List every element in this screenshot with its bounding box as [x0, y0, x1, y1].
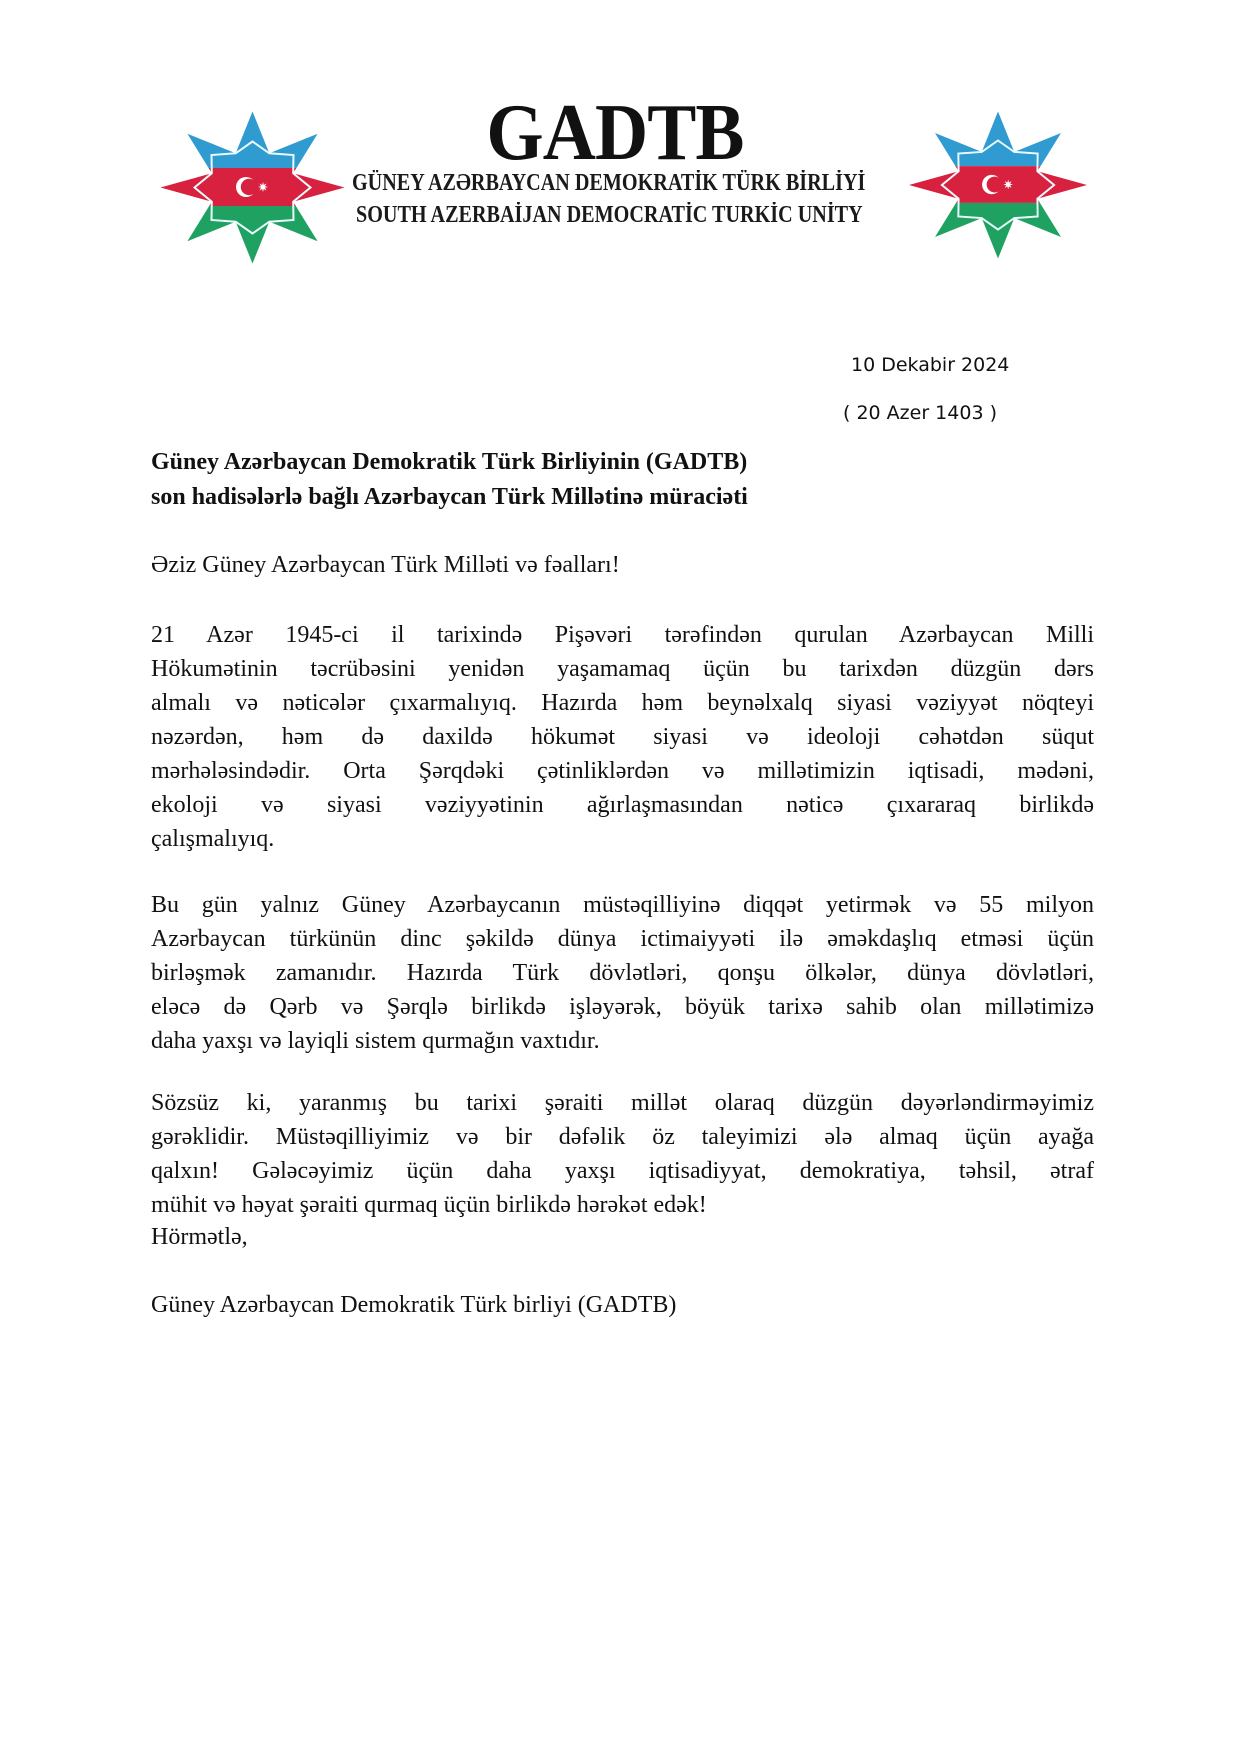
crescent-cut	[241, 179, 257, 195]
emblem-band-blue	[160, 110, 345, 168]
text-line: nəzərdən, həm də daxildə hökumət siyasi və ideoloji cəhətdən süqut	[151, 724, 1094, 750]
paragraph-1	[151, 618, 1094, 856]
small-star-icon	[258, 182, 268, 192]
text-line: daha yaxşı və layiqli sistem qurmağın vaxtıdır.	[151, 1028, 600, 1054]
emblem-band-blue	[908, 110, 1087, 166]
signature: Güney Azərbaycan Demokratik Türk birliyi (GADTB)	[151, 1292, 677, 1318]
org-name-azerbaijani: GÜNEY AZƏRBAYCAN DEMOKRATİK TÜRK BİRLİYİ	[352, 170, 866, 196]
text-line: almalı və nəticələr çıxarmalıyıq. Hazırda həm beynəlxalq siyasi vəziyyət nöqteyi	[151, 690, 1094, 716]
text-line: Bu gün yalnız Güney Azərbaycanın müstəqilliyinə diqqət yetirmək və 55 milyon	[151, 892, 1094, 918]
text-line: birləşmək zamanıdır. Hazırda Türk dövlətləri, qonşu ölkələr, dünya dövlətləri,	[151, 960, 1094, 986]
emblem-star-left-icon	[160, 110, 345, 265]
logo-title: GADTB	[486, 89, 744, 177]
text-line: mərhələsindədir. Orta Şərqdəki çətinliklərdən və millətimizin iqtisadi, mədəni,	[151, 758, 1094, 784]
text-line: gərəklidir. Müstəqilliyimiz və bir dəfəlik öz taleyimizi ələ almaq üçün ayağa	[151, 1124, 1094, 1150]
emblem-star-right-icon	[903, 110, 1093, 260]
text-line: çalışmalıyıq.	[151, 826, 275, 852]
text-line: Sözsüz ki, yaranmış bu tarixi şəraiti millət olaraq düzgün dəyərləndirməyimiz	[151, 1090, 1094, 1116]
date-solar-hijri: ( 20 Azer 1403 )	[843, 402, 997, 424]
text-line: 21 Azər 1945-ci il tarixində Pişəvəri tərəfindən qurulan Azərbaycan Milli	[151, 622, 1094, 648]
document-title-line-2: son hadisələrlə bağlı Azərbaycan Türk Millətinə müraciəti	[151, 484, 748, 510]
text-line: Hökumətinin təcrübəsini yenidən yaşamamaq üçün bu tarixdən düzgün dərs	[151, 656, 1094, 682]
text-line: eləcə də Qərb və Şərqlə birlikdə işləyərək, böyük tarixə sahib olan millətimizə	[151, 994, 1094, 1020]
text-line: ekoloji və siyasi vəziyyətinin ağırlaşmasından nəticə çıxararaq birlikdə	[151, 792, 1094, 818]
org-name-english: SOUTH AZERBAİJAN DEMOCRATİC TURKİC UNİTY	[356, 202, 863, 228]
text-line: Azərbaycan türkünün dinc şəkildə dünya ictimaiyyəti ilə əməkdaşlıq etməsi üçün	[151, 926, 1094, 952]
emblem-band-green	[160, 206, 345, 265]
greeting: Əziz Güney Azərbaycan Türk Milləti və fəalları!	[151, 552, 620, 578]
paragraph-2	[151, 888, 1094, 1058]
paragraph-3	[151, 1086, 1094, 1222]
date-gregorian: 10 Dekabir 2024	[851, 354, 1010, 376]
crescent-cut	[987, 177, 1003, 193]
text-line: mühit və həyat şəraiti qurmaq üçün birlikdə hərəkət edək!	[151, 1192, 707, 1218]
closing-salutation: Hörmətlə,	[151, 1224, 248, 1250]
document-title-line-1: Güney Azərbaycan Demokratik Türk Birliyinin (GADTB)	[151, 449, 748, 475]
text-line: qalxın! Gələcəyimiz üçün daha yaxşı iqtisadiyyat, demokratiya, təhsil, ətraf	[151, 1158, 1094, 1184]
emblem-band-green	[908, 203, 1087, 260]
